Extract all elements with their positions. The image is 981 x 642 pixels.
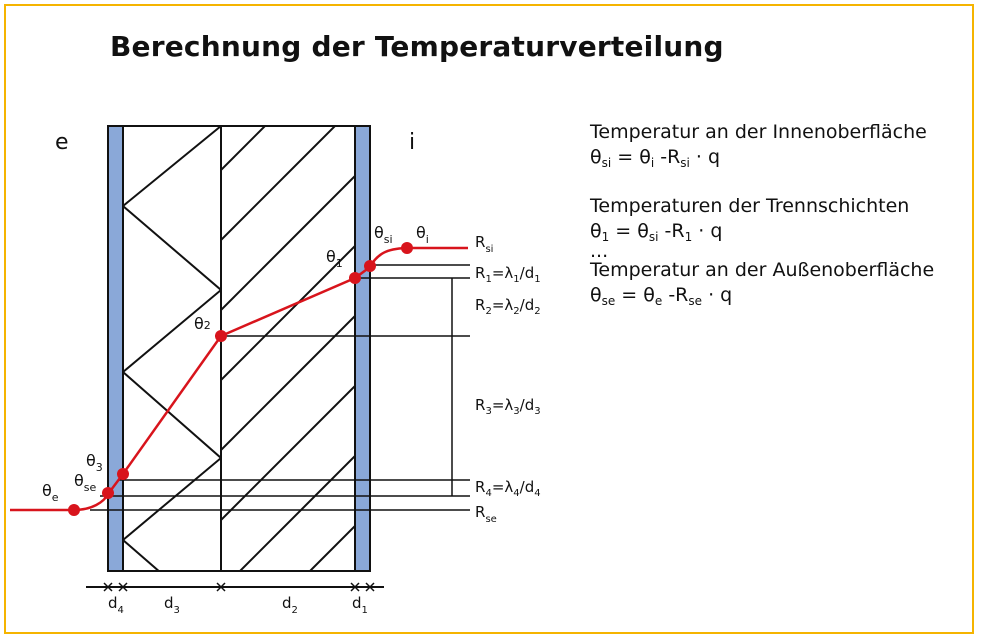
label-r1: $R_1=\lambda_1/d_1$ [475, 264, 541, 285]
label-theta-3: $\theta_3$ [86, 451, 103, 474]
outer-surface-formula: $\theta_{se} = \theta_e$ $-R_{se} \cdot q$ [590, 284, 733, 308]
label-r2: $R_2=\lambda_2/d_2$ [475, 296, 541, 317]
ellipsis: ... [590, 240, 609, 262]
label-d3: $d_3$ [164, 594, 180, 616]
label-theta-se: $\theta_{se}$ [74, 471, 97, 494]
label-theta-1: $\theta_1$ [326, 247, 343, 270]
label-d1: $d_1$ [352, 594, 368, 616]
outer-surface-heading: Temperatur an der Außenoberfläche [590, 259, 935, 281]
label-d2: $d_2$ [282, 594, 298, 616]
layer-d1-insulation [355, 126, 370, 571]
label-theta-si: $\theta_{si}$ [374, 223, 393, 246]
point-theta-i [401, 242, 413, 254]
label-theta-e: $\theta_e$ [42, 481, 59, 504]
label-theta-2: θ2 [194, 314, 211, 333]
resistance-lines [90, 265, 470, 510]
outside-label: e [55, 130, 69, 155]
inner-surface-formula: $\theta_{si} = \theta_i$ $-R_{si} \cdot q$ [590, 146, 721, 170]
layer-d3-hatch [123, 126, 221, 625]
point-theta-1 [349, 272, 361, 284]
label-r4: $R_4=\lambda_4/d_4$ [475, 478, 541, 499]
label-r-se: $R_{se}$ [475, 503, 497, 525]
point-theta-se [102, 487, 114, 499]
layers-heading: Temperaturen der Trennschichten [590, 195, 910, 217]
label-theta-i: $\theta_i$ [416, 223, 429, 246]
label-r3: $R_3=\lambda_3/d_3$ [475, 396, 541, 417]
point-theta-2 [215, 330, 227, 342]
inside-label: i [409, 130, 416, 155]
point-theta-si [364, 260, 376, 272]
label-d4: $d_4$ [108, 594, 124, 616]
label-r-si: $R_{si}$ [475, 233, 494, 255]
layers-formula: $\theta_1 = \theta_{si}$ $-R_1 \cdot q$ [590, 220, 723, 244]
point-theta-e [68, 504, 80, 516]
inner-surface-heading: Temperatur an der Innenoberfläche [590, 121, 927, 143]
layer-d4-insulation [108, 126, 123, 571]
point-theta-3 [117, 468, 129, 480]
page-title: Berechnung der Temperaturverteilung [110, 30, 724, 63]
